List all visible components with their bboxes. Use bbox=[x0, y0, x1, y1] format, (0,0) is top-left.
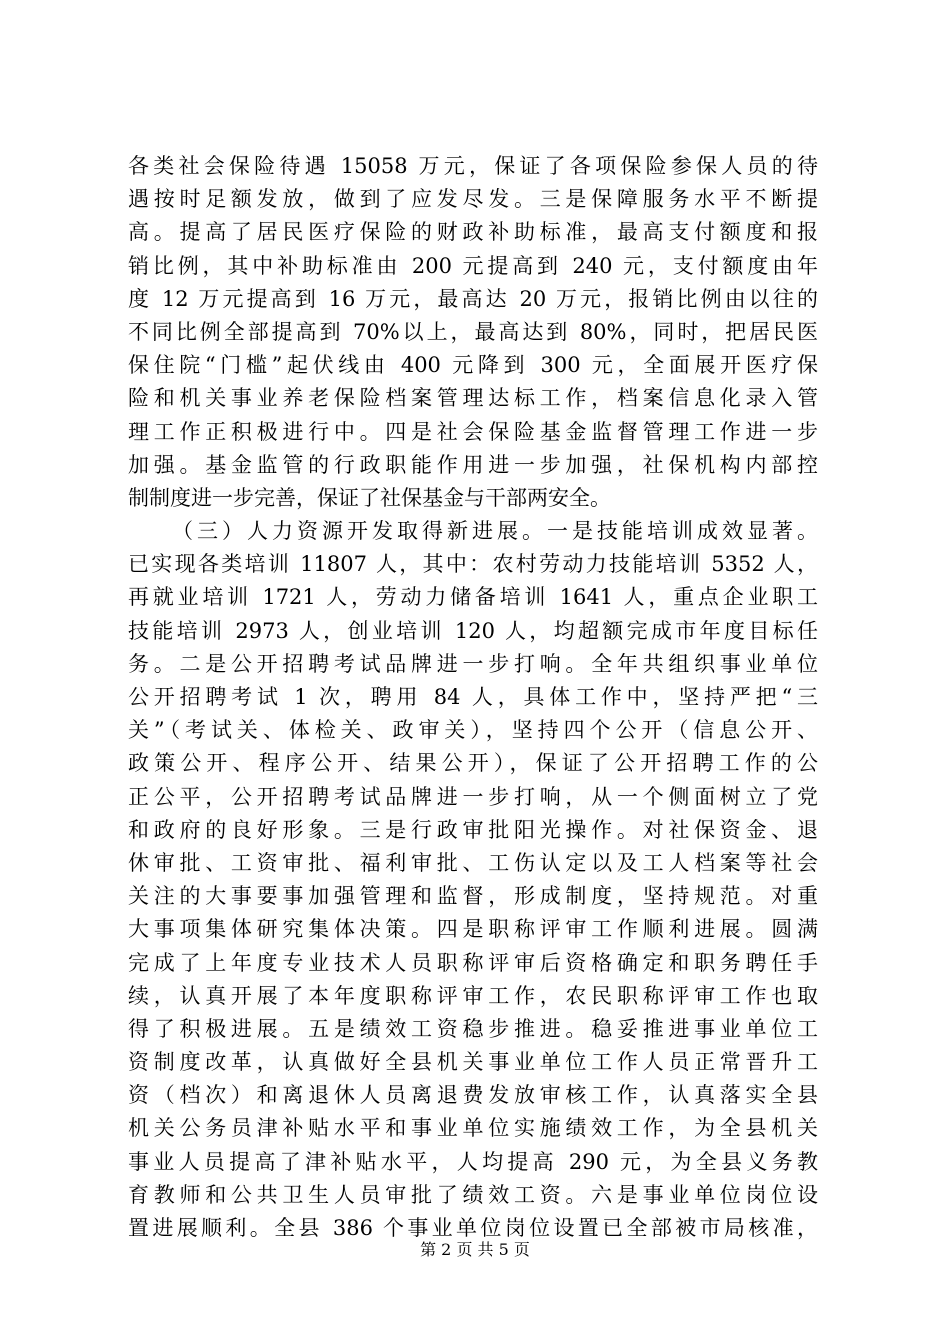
text-line: 关注的大事要事加强管理和监督，形成制度，坚持规范。对重 bbox=[128, 884, 818, 909]
text-line: 制制度进一步完善，保证了社保基金与干部两安全。 bbox=[128, 485, 611, 510]
text-line: 保住院“门槛”起伏线由 400 元降到 300 元，全面展开医疗保 bbox=[128, 353, 818, 378]
text-line: 不同比例全部提高到 70%以上，最高达到 80%，同时，把居民医 bbox=[128, 319, 818, 344]
text-line: 高。提高了居民医疗保险的财政补助标准，最高支付额度和报 bbox=[128, 220, 818, 245]
text-line: 各类社会保险待遇 15058 万元，保证了各项保险参保人员的待 bbox=[128, 154, 818, 178]
text-line: 再就业培训 1721 人，劳动力储备培训 1641 人，重点企业职工 bbox=[128, 585, 818, 610]
text-line: 和政府的良好形象。三是行政审批阳光操作。对社保资金、退 bbox=[128, 817, 818, 842]
text-line: 销比例，其中补助标准由 200 元提高到 240 元，支付额度由年 bbox=[128, 253, 818, 278]
text-line: 置进展顺利。全县 386 个事业单位岗位设置已全部被市局核准， bbox=[128, 1216, 818, 1240]
text-line: 育教师和公共卫生人员审批了绩效工资。六是事业单位岗位设 bbox=[128, 1182, 818, 1207]
text-line: 遇按时足额发放，做到了应发尽发。三是保障服务水平不断提 bbox=[128, 187, 818, 212]
text-line: 务。二是公开招聘考试品牌进一步打响。全年共组织事业单位 bbox=[128, 651, 818, 676]
text-line: 公开招聘考试 1 次，聘用 84 人，具体工作中，坚持严把“三 bbox=[128, 685, 818, 709]
text-line: 续，认真开展了本年度职称评审工作，农民职称评审工作也取 bbox=[128, 983, 818, 1008]
text-line: 正公平，公开招聘考试品牌进一步打响，从一个侧面树立了党 bbox=[128, 784, 818, 809]
text-line: 已实现各类培训 11807 人，其中：农村劳动力技能培训 5352 人， bbox=[128, 552, 818, 577]
text-line: 关”（考试关、体检关、政审关），坚持四个公开（信息公开、 bbox=[128, 718, 818, 743]
text-line: 大事项集体研究集体决策。四是职称评审工作顺利进展。圆满 bbox=[128, 917, 818, 942]
text-line: 资（档次）和离退休人员离退费发放审核工作，认真落实全县 bbox=[128, 1083, 818, 1108]
text-line: 机关公务员津补贴水平和事业单位实施绩效工作，为全县机关 bbox=[128, 1116, 818, 1141]
body-text bbox=[128, 150, 818, 1245]
text-line: 险和机关事业养老保险档案管理达标工作，档案信息化录入管 bbox=[128, 386, 818, 411]
page-footer: 第 2 页 共 5 页 bbox=[420, 1240, 530, 1259]
text-line: 理工作正积极进行中。四是社会保险基金监督管理工作进一步 bbox=[128, 419, 818, 444]
text-line: 完成了上年度专业技术人员职称评审后资格确定和职务聘任手 bbox=[128, 950, 818, 975]
text-line: 度 12 万元提高到 16 万元，最高达 20 万元，报销比例由以往的 bbox=[128, 286, 818, 311]
section-heading-line: （三）人力资源开发取得新进展。一是技能培训成效显著。 bbox=[172, 519, 818, 544]
text-line: 加强。基金监管的行政职能作用进一步加强，社保机构内部控 bbox=[128, 452, 818, 477]
text-line: 政策公开、程序公开、结果公开），保证了公开招聘工作的公 bbox=[128, 751, 818, 776]
text-line: 得了积极进展。五是绩效工资稳步推进。稳妥推进事业单位工 bbox=[128, 1016, 818, 1041]
text-line: 事业人员提高了津补贴水平，人均提高 290 元，为全县义务教 bbox=[128, 1149, 818, 1174]
text-line: 休审批、工资审批、福利审批、工伤认定以及工人档案等社会 bbox=[128, 850, 818, 875]
text-line: 技能培训 2973 人，创业培训 120 人，均超额完成市年度目标任 bbox=[128, 618, 818, 643]
text-line: 资制度改革，认真做好全县机关事业单位工作人员正常晋升工 bbox=[128, 1050, 818, 1075]
